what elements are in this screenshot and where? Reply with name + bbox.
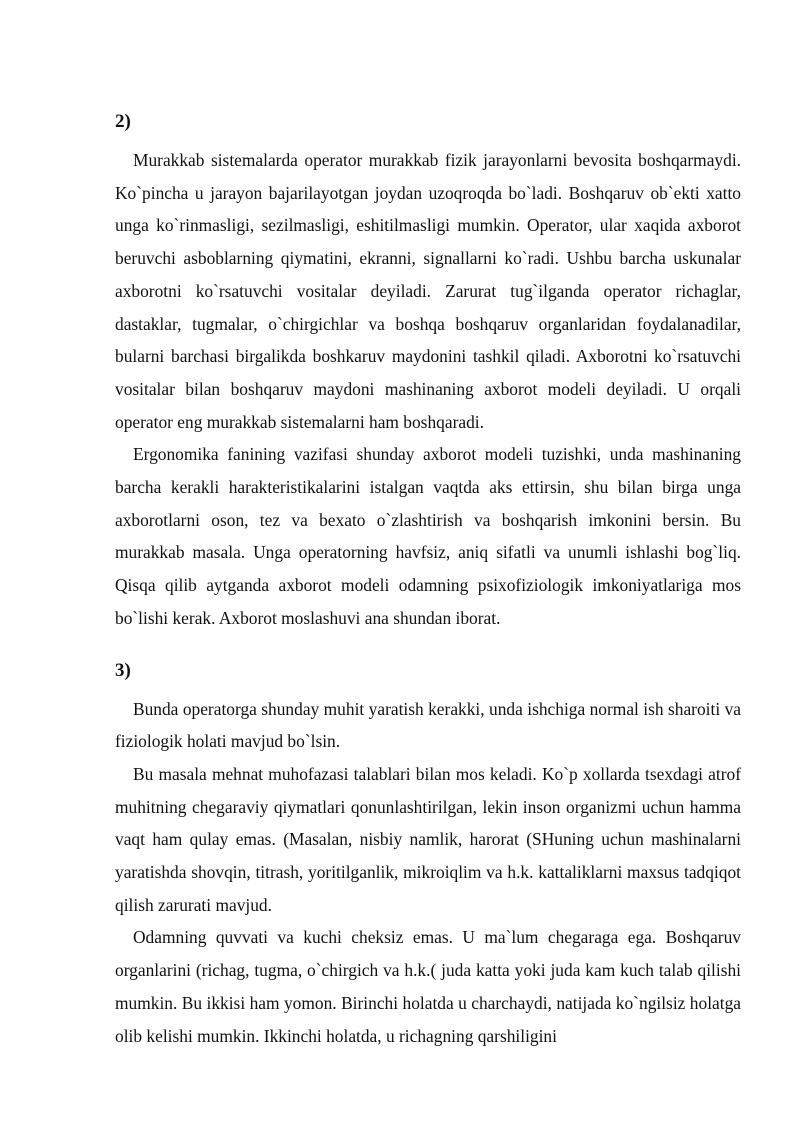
paragraph: Odamning quvvati va kuchi cheksiz emas. U ma`lum chegaraga ega. Boshqaruv organlarini (richag, tugma, o`chirgich va h.k.( juda katta yoki juda kam kuch talab qilishi mumkin. Bu ikkisi ham yomon. Birinchi holatda u charchaydi, natijada ko`ngilsiz holatga olib kelishi mumkin. Ikkinchi holatda, u richagning qarshiligini bbox=[115, 927, 741, 1046]
paragraph: Bunda operatorga shunday muhit yaratish kerakki, unda ishchiga normal ish sharoiti va fiziologik holati mavjud bo`lsin. bbox=[115, 698, 741, 752]
section-3 bbox=[115, 657, 741, 1053]
section-2 bbox=[115, 108, 741, 635]
paragraph: Ergonomika fanining vazifasi shunday axborot modeli tuzishki, unda mashinaning barcha kerakli harakteristikalarini istalgan vaqtda aks ettirsin, shu bilan birga unga axborotlarni oson, tez va bexato o`zlashtirish va boshqarish imkonini bersin. Bu murakkab masala. Unga operatorning havfsiz, aniq sifatli va unumli ishlashi bog`liq. Qisqa qilib aytganda axborot modeli odamning psixofiziologik imkoniyatlariga mos bo`lishi kerak. Axborot moslashuvi ana shundan iborat. bbox=[115, 444, 741, 628]
section-heading: 3) bbox=[115, 659, 131, 681]
paragraph: Murakkab sistemalarda operator murakkab fizik jarayonlarni bevosita boshqarmaydi. Ko`pincha u jarayon bajarilayotgan joydan uzoqroqda bo`ladi. Boshqaruv ob`ekti xatto unga ko`rinmasligi, sezilmasligi, eshitilmasligi mumkin. Operator, ular xaqida axborot beruvchi asboblarning qiymatini, ekranni, signallarni ko`radi. Ushbu barcha uskunalar axborotni ko`rsatuvchi vositalar deyiladi. Zarurat tug`ilganda operator richaglar, dastaklar, tugmalar, o`chirgichlar va boshqa boshqaruv organlaridan foydalanadilar, bularni barchasi birgalikda boshkaruv maydonini tashkil qiladi. Axborotni ko`rsatuvchi vositalar bilan boshqaruv maydoni mashinaning axborot modeli deyiladi. U orqali operator eng murakkab sistemalarni ham boshqaradi. bbox=[115, 150, 741, 432]
section-heading: 2) bbox=[115, 111, 131, 132]
page-content bbox=[115, 108, 741, 1052]
paragraph: Bu masala mehnat muhofazasi talablari bilan mos keladi. Ko`p xollarda tsexdagi atrof muhitning chegaraviy qiymatlari qonunlashtirilgan, lekin inson organizmi uchun hamma vaqt ham qulay emas. (Masalan, nisbiy namlik, harorat (SHuning uchun mashinalarni yaratishda shovqin, titrash, yoritilganlik, mikroiqlim va h.k. kattaliklarni maxsus tadqiqot qilish zarurati mavjud. bbox=[115, 763, 741, 915]
